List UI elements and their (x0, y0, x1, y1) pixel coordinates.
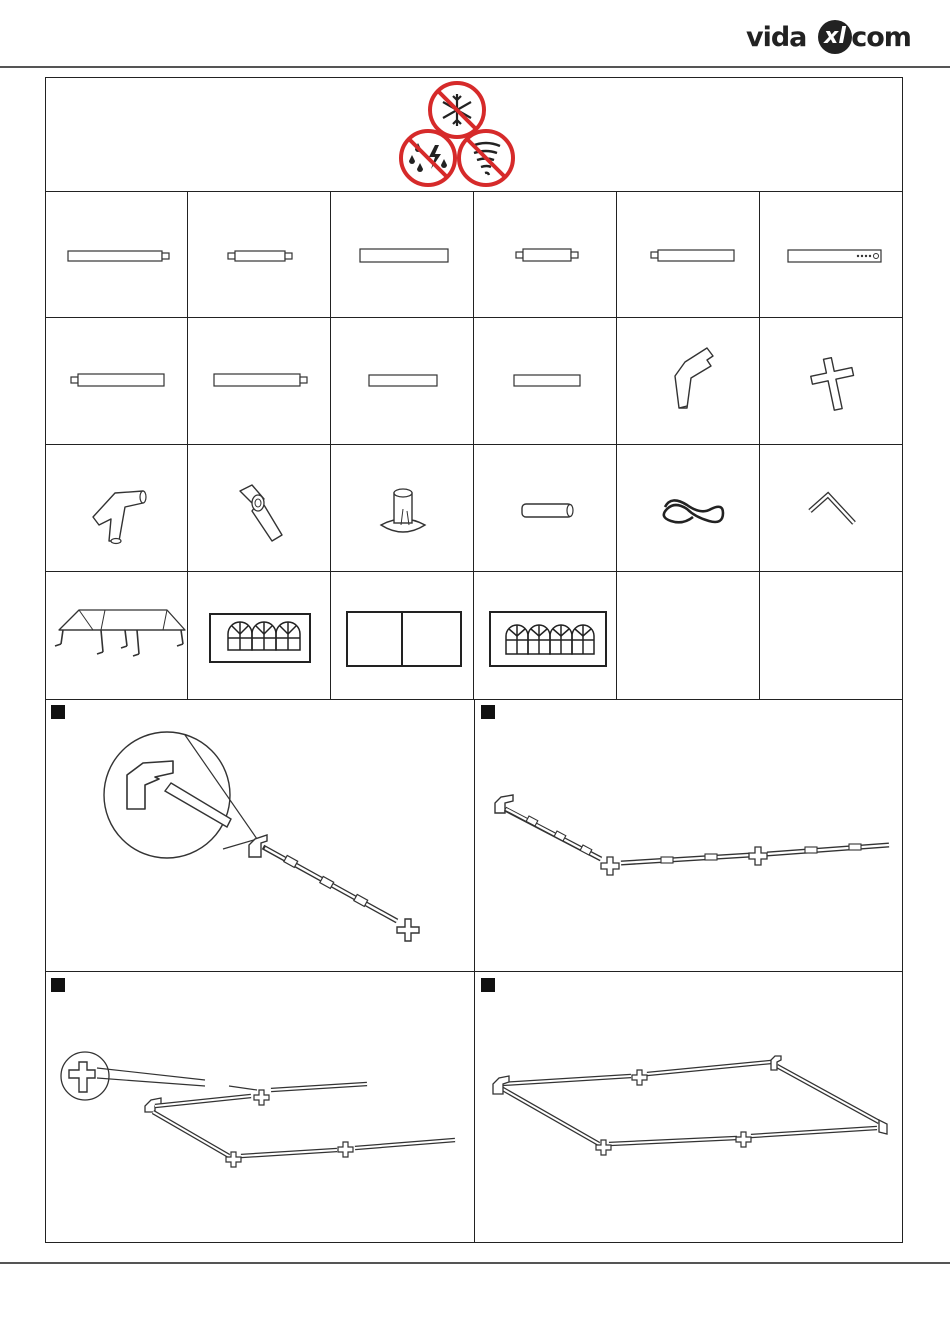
part-cell (331, 318, 474, 445)
part-cell (188, 191, 331, 318)
step-3-illustration (45, 972, 475, 1243)
part-tube-short-b (474, 191, 617, 318)
part-tube-plain-short (331, 318, 474, 445)
part-cell (760, 445, 903, 572)
part-tube-holes (760, 191, 903, 318)
part-tube-long-c (188, 318, 331, 445)
part-cell (45, 572, 188, 700)
footer-divider (0, 1262, 950, 1264)
part-tube-long (45, 191, 188, 318)
part-cell (474, 572, 617, 700)
part-cell (760, 318, 903, 445)
part-tube-medium (617, 191, 760, 318)
weather-warning-row (45, 77, 903, 192)
header-divider (0, 66, 950, 68)
part-cell (617, 445, 760, 572)
part-cell (45, 191, 188, 318)
part-cell-empty (760, 572, 903, 700)
part-cell (760, 191, 903, 318)
step-4-illustration (475, 972, 903, 1243)
part-tube-short (188, 191, 331, 318)
part-cross-connector (760, 318, 903, 445)
part-tube-plain-short-b (474, 318, 617, 445)
step-1-illustration (45, 699, 475, 972)
part-cell (331, 572, 474, 700)
step-3-build-frame-side (45, 972, 475, 1243)
part-cell (617, 318, 760, 445)
part-cell (45, 318, 188, 445)
step-1-attach-corner-pole (45, 699, 475, 972)
logo-mark-text: xl (824, 24, 846, 49)
part-side-panel-door (331, 572, 474, 700)
no-tornado-icon (459, 131, 513, 185)
part-three-way-connector (45, 445, 188, 572)
step-2-illustration (475, 699, 903, 972)
part-side-panel-windows-3 (188, 572, 331, 700)
part-corner-connector (617, 318, 760, 445)
part-rope (617, 445, 760, 572)
part-foot-peg (331, 445, 474, 572)
part-cell (474, 445, 617, 572)
logo-text-right: .com (842, 22, 911, 53)
part-cell-empty (617, 572, 760, 700)
no-storm-rain-icon (401, 131, 455, 185)
vidaxl-logo (740, 14, 910, 62)
part-cell (474, 318, 617, 445)
part-cell (188, 318, 331, 445)
part-roof-canopy (45, 572, 188, 700)
part-sleeve (474, 445, 617, 572)
step-4-complete-frame (475, 972, 903, 1243)
part-cell (617, 191, 760, 318)
part-cell (188, 572, 331, 700)
part-cell (45, 445, 188, 572)
part-angled-connector (188, 445, 331, 572)
part-tube-plain (331, 191, 474, 318)
part-cell (188, 445, 331, 572)
no-snow-icon (430, 83, 484, 137)
parts-grid (45, 191, 903, 700)
part-tube-long-b (45, 318, 188, 445)
weather-warning-icons (45, 77, 903, 192)
step-2-connect-poles (475, 699, 903, 972)
part-side-panel-windows-4 (474, 572, 617, 700)
logo-text-left: vida (746, 22, 807, 53)
part-cell (331, 191, 474, 318)
part-hex-key (760, 445, 903, 572)
part-cell (331, 445, 474, 572)
part-cell (474, 191, 617, 318)
